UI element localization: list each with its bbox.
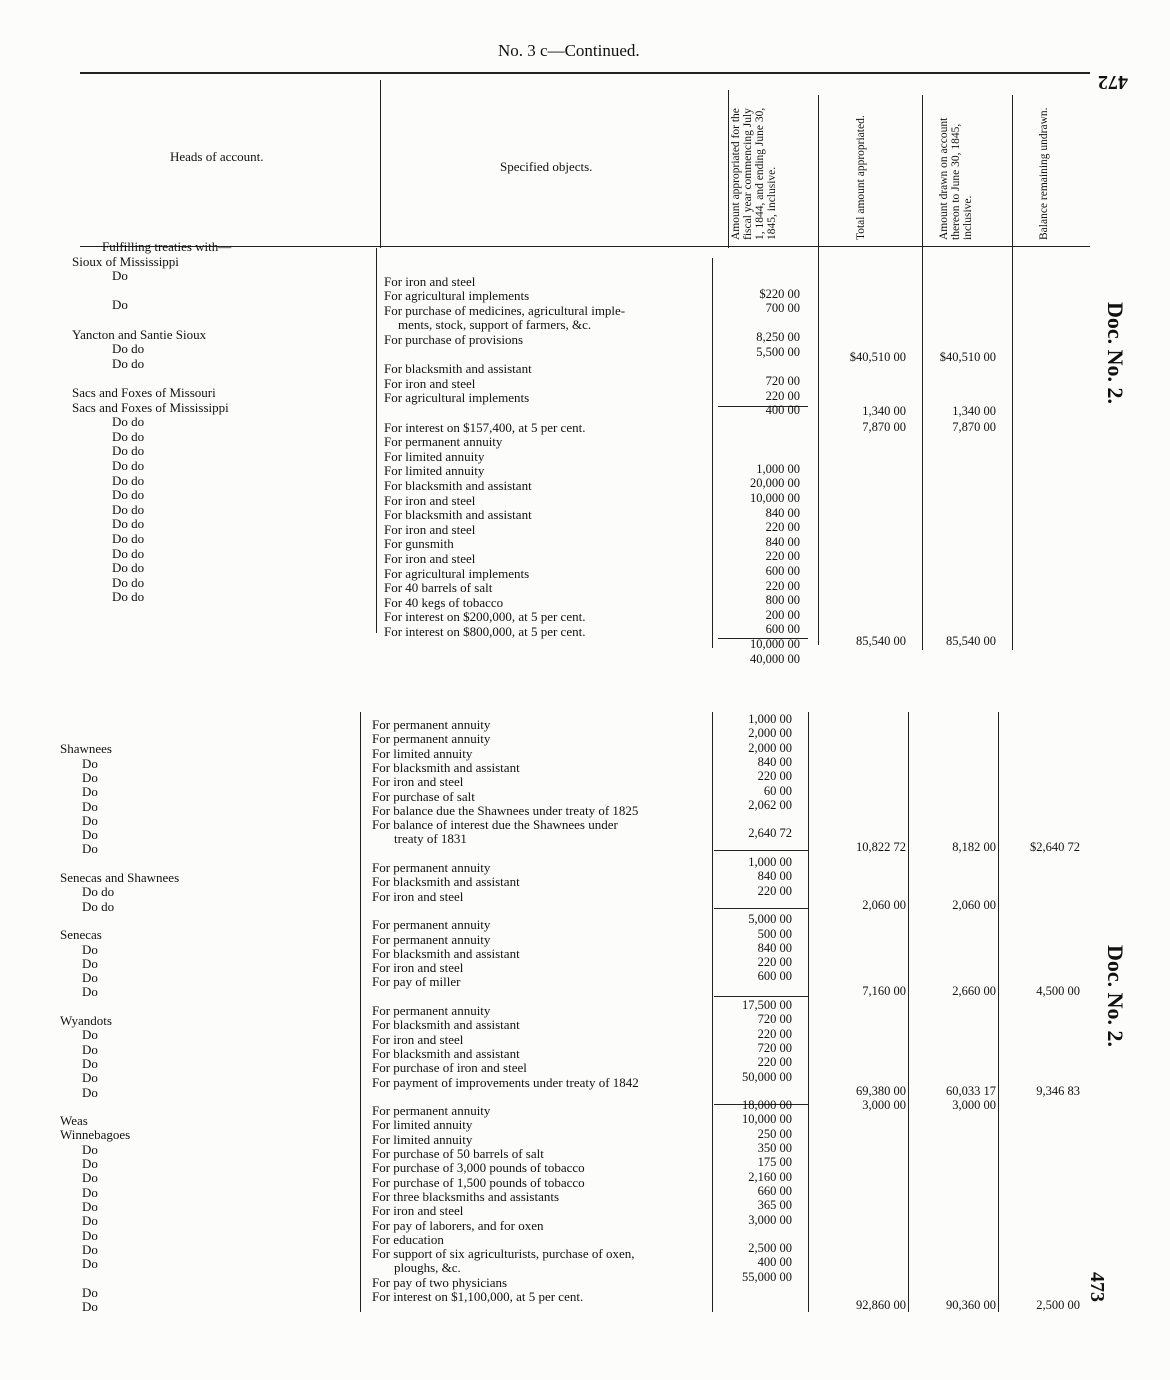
amount-cell: 220 00 xyxy=(765,549,800,564)
head-cell: Do xyxy=(82,1141,98,1157)
object-cell: For education xyxy=(372,1231,444,1247)
amount-cell: 50,000 00 xyxy=(742,1069,792,1084)
amount-cell: 1,000 00 xyxy=(748,712,792,726)
head-cell: Do xyxy=(82,1041,98,1057)
head-cell: Fulfilling treaties with— xyxy=(102,239,232,254)
object-cell: For permanent annuity xyxy=(372,717,491,732)
page-number-bottom: 473 xyxy=(1086,1272,1108,1302)
object-cell: For support of six agriculturists, purchase of oxen, xyxy=(372,1246,635,1262)
amount-cell: 10,000 00 xyxy=(742,1112,792,1127)
object-cell: For purchase of iron and steel xyxy=(372,1060,527,1076)
head-cell: Do xyxy=(112,268,128,284)
head-cell: Do do xyxy=(82,884,115,900)
head-cell: Wyandots xyxy=(60,1013,112,1028)
object-cell: For permanent annuity xyxy=(372,1103,491,1119)
object-cell: For interest on $1,100,000, at 5 per cent. xyxy=(372,1289,584,1304)
sum-rule xyxy=(714,908,808,909)
head-cell: Do do xyxy=(112,355,145,371)
head-cell: Winnebagoes xyxy=(60,1127,131,1143)
column-header-balance: Balance remaining undrawn. xyxy=(1038,107,1050,240)
object-cell: For blacksmith and assistant xyxy=(372,874,520,890)
head-cell: Senecas xyxy=(60,927,102,943)
head-cell: Do do xyxy=(112,516,145,532)
object-cell: For iron and steel xyxy=(372,1031,464,1047)
object-cell: For agricultural implements xyxy=(384,390,530,406)
sum-rule xyxy=(714,850,808,851)
object-cell: For payment of improvements under treaty of 1842 xyxy=(372,1074,639,1090)
head-cell: Do xyxy=(82,1227,98,1243)
object-cell: For iron and steel xyxy=(384,521,476,537)
page-number-top: 472 xyxy=(1098,71,1128,93)
object-cell: For 40 barrels of salt xyxy=(384,580,493,596)
amount-cell: 700 00 xyxy=(765,301,800,316)
head-cell: Do do xyxy=(112,574,145,590)
head-cell: Weas xyxy=(60,1113,88,1129)
amount-cell: 500 00 xyxy=(757,926,792,941)
amount-cell: 220 00 xyxy=(757,1055,792,1070)
head-cell: Do do xyxy=(112,501,145,517)
drawn-cell: 1,340 00 xyxy=(952,404,996,418)
column-rule xyxy=(998,712,999,1312)
total-cell: 7,870 00 xyxy=(862,420,906,434)
object-cell: For permanent annuity xyxy=(372,917,491,933)
amount-cell: 220 00 xyxy=(757,883,792,898)
head-cell: Do xyxy=(82,1055,98,1071)
amount-cell: 5,000 00 xyxy=(748,912,792,927)
column-header-objects: Specified objects. xyxy=(500,159,593,174)
head-cell: Do xyxy=(82,1213,98,1229)
object-cell: For balance of interest due the Shawnees under xyxy=(372,817,618,833)
header-rule xyxy=(80,246,1090,247)
amount-cell: 720 00 xyxy=(765,374,800,389)
drawn-cell: 8,182 00 xyxy=(952,840,996,854)
object-cell: For blacksmith and assistant xyxy=(384,361,532,377)
drawn-cell: 2,060 00 xyxy=(952,898,996,912)
object-cell: For iron and steel xyxy=(372,888,464,904)
amount-cell: 250 00 xyxy=(757,1126,792,1141)
head-cell: Do xyxy=(82,984,98,1000)
object-cell: For limited annuity xyxy=(372,1131,473,1147)
amount-cell: 840 00 xyxy=(765,505,800,520)
head-cell: Yancton and Santie Sioux xyxy=(72,326,207,342)
object-cell: For blacksmith and assistant xyxy=(372,1045,520,1061)
object-cell: ments, stock, support of farmers, &c. xyxy=(398,317,592,333)
object-cell: For balance due the Shawnees under treaty of 1825 xyxy=(372,802,639,818)
amount-cell: 1,000 00 xyxy=(748,855,792,869)
object-cell: For purchase of salt xyxy=(372,788,475,804)
amount-cell: 1,000 00 xyxy=(756,461,800,476)
head-cell: Do xyxy=(82,1256,98,1272)
amount-cell: 2,062 00 xyxy=(748,797,792,812)
object-cell: For pay of laborers, and for oxen xyxy=(372,1217,544,1233)
object-cell: For purchase of medicines, agricultural imple- xyxy=(384,302,626,318)
total-cell: 2,060 00 xyxy=(862,898,906,912)
object-cell: For iron and steel xyxy=(372,1203,464,1219)
balance-cell: 2,500 00 xyxy=(1036,1298,1080,1312)
object-cell: For iron and steel xyxy=(384,492,476,508)
amount-cell: 660 00 xyxy=(757,1183,792,1198)
head-cell: Do do xyxy=(112,560,145,576)
object-cell: For blacksmith and assistant xyxy=(384,478,532,493)
total-cell: 85,540 00 xyxy=(856,634,906,648)
amount-cell: 10,000 00 xyxy=(750,637,800,651)
head-cell: Do do xyxy=(112,428,145,444)
amount-cell: 840 00 xyxy=(765,534,800,549)
object-cell: For agricultural implements xyxy=(384,565,530,581)
object-cell: For limited annuity xyxy=(384,463,485,479)
total-cell: $40,510 00 xyxy=(849,350,906,364)
total-cell: 1,340 00 xyxy=(862,404,906,418)
amount-cell: 2,160 00 xyxy=(748,1169,792,1184)
head-cell: Shawnees xyxy=(60,741,112,757)
head-cell: Do do xyxy=(112,545,145,561)
amount-cell: 600 00 xyxy=(765,564,800,578)
amount-cell: 10,000 00 xyxy=(750,491,800,505)
object-cell: For iron and steel xyxy=(372,960,464,976)
head-cell: Do xyxy=(82,769,98,785)
amount-cell: 2,000 00 xyxy=(748,726,792,741)
balance-cell: 9,346 83 xyxy=(1036,1084,1080,1098)
head-cell: Do xyxy=(82,1084,98,1100)
object-cell: For permanent annuity xyxy=(384,434,503,450)
object-cell: For purchase of 3,000 pounds of tobacco xyxy=(372,1160,585,1176)
balance-cell: 4,500 00 xyxy=(1036,984,1080,998)
amount-cell: 3,000 00 xyxy=(748,1212,792,1227)
drawn-cell: 60,033 17 xyxy=(946,1084,996,1098)
object-cell: For iron and steel xyxy=(384,375,476,391)
drawn-cell: 85,540 00 xyxy=(946,634,996,648)
page-title: No. 3 c—Continued. xyxy=(498,41,640,60)
amount-cell: 220 00 xyxy=(765,520,800,535)
object-cell: For blacksmith and assistant xyxy=(372,945,520,961)
total-cell: 69,380 00 xyxy=(856,1084,906,1098)
head-cell: Do xyxy=(82,1198,98,1214)
amount-cell: 220 00 xyxy=(757,955,792,970)
drawn-cell: 7,870 00 xyxy=(952,420,996,434)
column-rule xyxy=(808,712,809,1312)
object-cell: For permanent annuity xyxy=(372,931,491,947)
head-cell: Do do xyxy=(112,458,145,473)
head-cell: Do xyxy=(82,827,98,843)
object-cell: For limited annuity xyxy=(372,745,473,761)
column-header-drawn: Amount drawn on account thereon to June 30, 1845, inclusive. xyxy=(938,117,974,240)
head-cell: Do do xyxy=(112,472,145,488)
amount-cell: 350 00 xyxy=(757,1141,792,1155)
total-cell: 10,822 72 xyxy=(856,840,906,854)
column-rule xyxy=(908,712,909,1312)
amount-cell: 220 00 xyxy=(765,578,800,593)
object-cell: ploughs, &c. xyxy=(394,1260,461,1276)
amount-cell: $220 00 xyxy=(759,286,800,301)
head-cell: Sioux of Mississippi xyxy=(72,253,179,269)
column-header-total: Total amount appropriated. xyxy=(855,115,867,240)
object-cell: For agricultural implements xyxy=(384,288,530,304)
head-cell: Do do xyxy=(112,589,145,605)
head-cell: Do xyxy=(112,297,128,313)
object-cell: For interest on $200,000, at 5 per cent. xyxy=(384,609,586,625)
drawn-cell: $40,510 00 xyxy=(939,350,996,364)
column-rule xyxy=(922,95,923,650)
object-cell: For pay of two physicians xyxy=(372,1274,508,1290)
head-cell: Do xyxy=(82,1027,98,1043)
amount-cell: 2,500 00 xyxy=(748,1241,792,1256)
amount-cell: 5,500 00 xyxy=(756,345,800,359)
object-cell: For three blacksmiths and assistants xyxy=(372,1188,560,1204)
object-cell: For limited annuity xyxy=(372,1117,473,1133)
amount-cell: 60 00 xyxy=(763,783,792,798)
head-cell: Do xyxy=(82,970,98,986)
amount-cell: 220 00 xyxy=(757,1026,792,1041)
head-cell: Sacs and Foxes of Mississippi xyxy=(72,399,229,415)
head-cell: Do xyxy=(82,812,98,828)
margin-doc-top: Doc. No. 2. xyxy=(1103,302,1128,405)
amount-cell: 600 00 xyxy=(765,622,800,637)
head-cell: Do xyxy=(82,1241,98,1257)
head-cell: Do xyxy=(82,955,98,971)
column-header-heads: Heads of account. xyxy=(170,149,264,164)
column-header-amount: Amount appropriated for the fiscal year commencing July 1, 1844, and ending June 30, 1845, inclusive. xyxy=(730,107,778,240)
column-rule xyxy=(712,258,713,648)
amount-cell: 2,000 00 xyxy=(748,740,792,755)
object-cell: For blacksmith and assistant xyxy=(384,507,532,523)
head-cell: Do do xyxy=(112,414,145,430)
amount-cell: 220 00 xyxy=(757,769,792,784)
object-cell: For permanent annuity xyxy=(372,860,491,875)
margin-doc-bottom: Doc. No. 2. xyxy=(1103,945,1128,1048)
head-cell: Do xyxy=(82,755,98,771)
object-cell: For pay of miller xyxy=(372,974,461,990)
column-rule xyxy=(360,712,361,1312)
amount-cell: 200 00 xyxy=(765,607,800,622)
object-cell: For blacksmith and assistant xyxy=(372,759,520,775)
amount-cell: 175 00 xyxy=(757,1155,792,1170)
object-cell: For permanent annuity xyxy=(372,1003,491,1018)
head-cell: Do do xyxy=(112,443,145,459)
total-cell: 92,860 00 xyxy=(856,1298,906,1312)
head-cell: Do xyxy=(82,1156,98,1171)
head-cell: Do xyxy=(82,941,98,957)
total-cell: 7,160 00 xyxy=(862,984,906,998)
head-cell: Do xyxy=(82,798,98,814)
object-cell: For limited annuity xyxy=(384,448,485,464)
drawn-cell: 2,660 00 xyxy=(952,984,996,998)
drawn-cell: 90,360 00 xyxy=(946,1298,996,1312)
balance-cell: $2,640 72 xyxy=(1030,840,1080,854)
object-cell: For gunsmith xyxy=(384,536,454,552)
object-cell: For purchase of 50 barrels of salt xyxy=(372,1146,544,1161)
head-cell: Do xyxy=(82,1284,98,1300)
head-cell: Do xyxy=(82,1070,98,1086)
column-rule xyxy=(376,248,377,633)
column-rule xyxy=(818,95,819,645)
head-cell: Do do xyxy=(82,898,115,914)
total-cell: 3,000 00 xyxy=(862,1098,906,1112)
object-cell: For purchase of 1,500 pounds of tobacco xyxy=(372,1174,585,1190)
head-cell: Do xyxy=(82,1184,98,1200)
head-cell: Do do xyxy=(112,487,145,503)
amount-cell: 17,500 00 xyxy=(742,998,792,1012)
object-cell: For purchase of provisions xyxy=(384,332,524,347)
amount-cell: 400 00 xyxy=(757,1255,792,1270)
amount-cell: 840 00 xyxy=(757,869,792,884)
head-cell: Do xyxy=(82,1299,98,1314)
amount-cell: 400 00 xyxy=(765,403,800,418)
head-cell: Do xyxy=(82,784,98,800)
sum-rule xyxy=(714,996,808,997)
head-cell: Do do xyxy=(112,531,145,546)
amount-cell: 365 00 xyxy=(757,1198,792,1213)
object-cell: For 40 kegs of tobacco xyxy=(384,594,504,610)
object-cell: For iron and steel xyxy=(372,774,464,790)
amount-cell: 8,250 00 xyxy=(756,330,800,345)
drawn-cell: 3,000 00 xyxy=(952,1098,996,1112)
head-cell: Do xyxy=(82,841,98,857)
amount-cell: 2,640 72 xyxy=(748,826,792,841)
head-cell: Do do xyxy=(112,341,145,357)
object-cell: For interest on $800,000, at 5 per cent. xyxy=(384,624,586,639)
head-cell: Sacs and Foxes of Missouri xyxy=(72,385,216,400)
column-rule xyxy=(1012,95,1013,650)
amount-cell: 600 00 xyxy=(757,969,792,984)
column-rule xyxy=(712,712,713,1312)
object-cell: For permanent annuity xyxy=(372,731,491,747)
head-cell: Do xyxy=(82,1170,98,1186)
object-cell: treaty of 1831 xyxy=(394,831,467,847)
amount-cell: 18,000 00 xyxy=(742,1098,792,1113)
amount-cell: 720 00 xyxy=(757,1012,792,1027)
amount-cell: 840 00 xyxy=(757,754,792,769)
object-cell: For iron and steel xyxy=(384,551,476,566)
object-cell: For iron and steel xyxy=(384,273,476,289)
top-rule xyxy=(80,72,1090,74)
amount-cell: 220 00 xyxy=(765,388,800,403)
column-rule xyxy=(728,90,729,248)
amount-cell: 840 00 xyxy=(757,940,792,955)
amount-cell: 800 00 xyxy=(765,593,800,608)
amount-cell: 20,000 00 xyxy=(750,476,800,491)
amount-cell: 40,000 00 xyxy=(750,651,800,666)
head-cell: Senecas and Shawnees xyxy=(60,870,180,885)
object-cell: For blacksmith and assistant xyxy=(372,1017,520,1033)
amount-cell: 55,000 00 xyxy=(742,1269,792,1284)
column-rule xyxy=(380,80,381,248)
amount-cell: 720 00 xyxy=(757,1040,792,1055)
object-cell: For interest on $157,400, at 5 per cent. xyxy=(384,419,586,435)
